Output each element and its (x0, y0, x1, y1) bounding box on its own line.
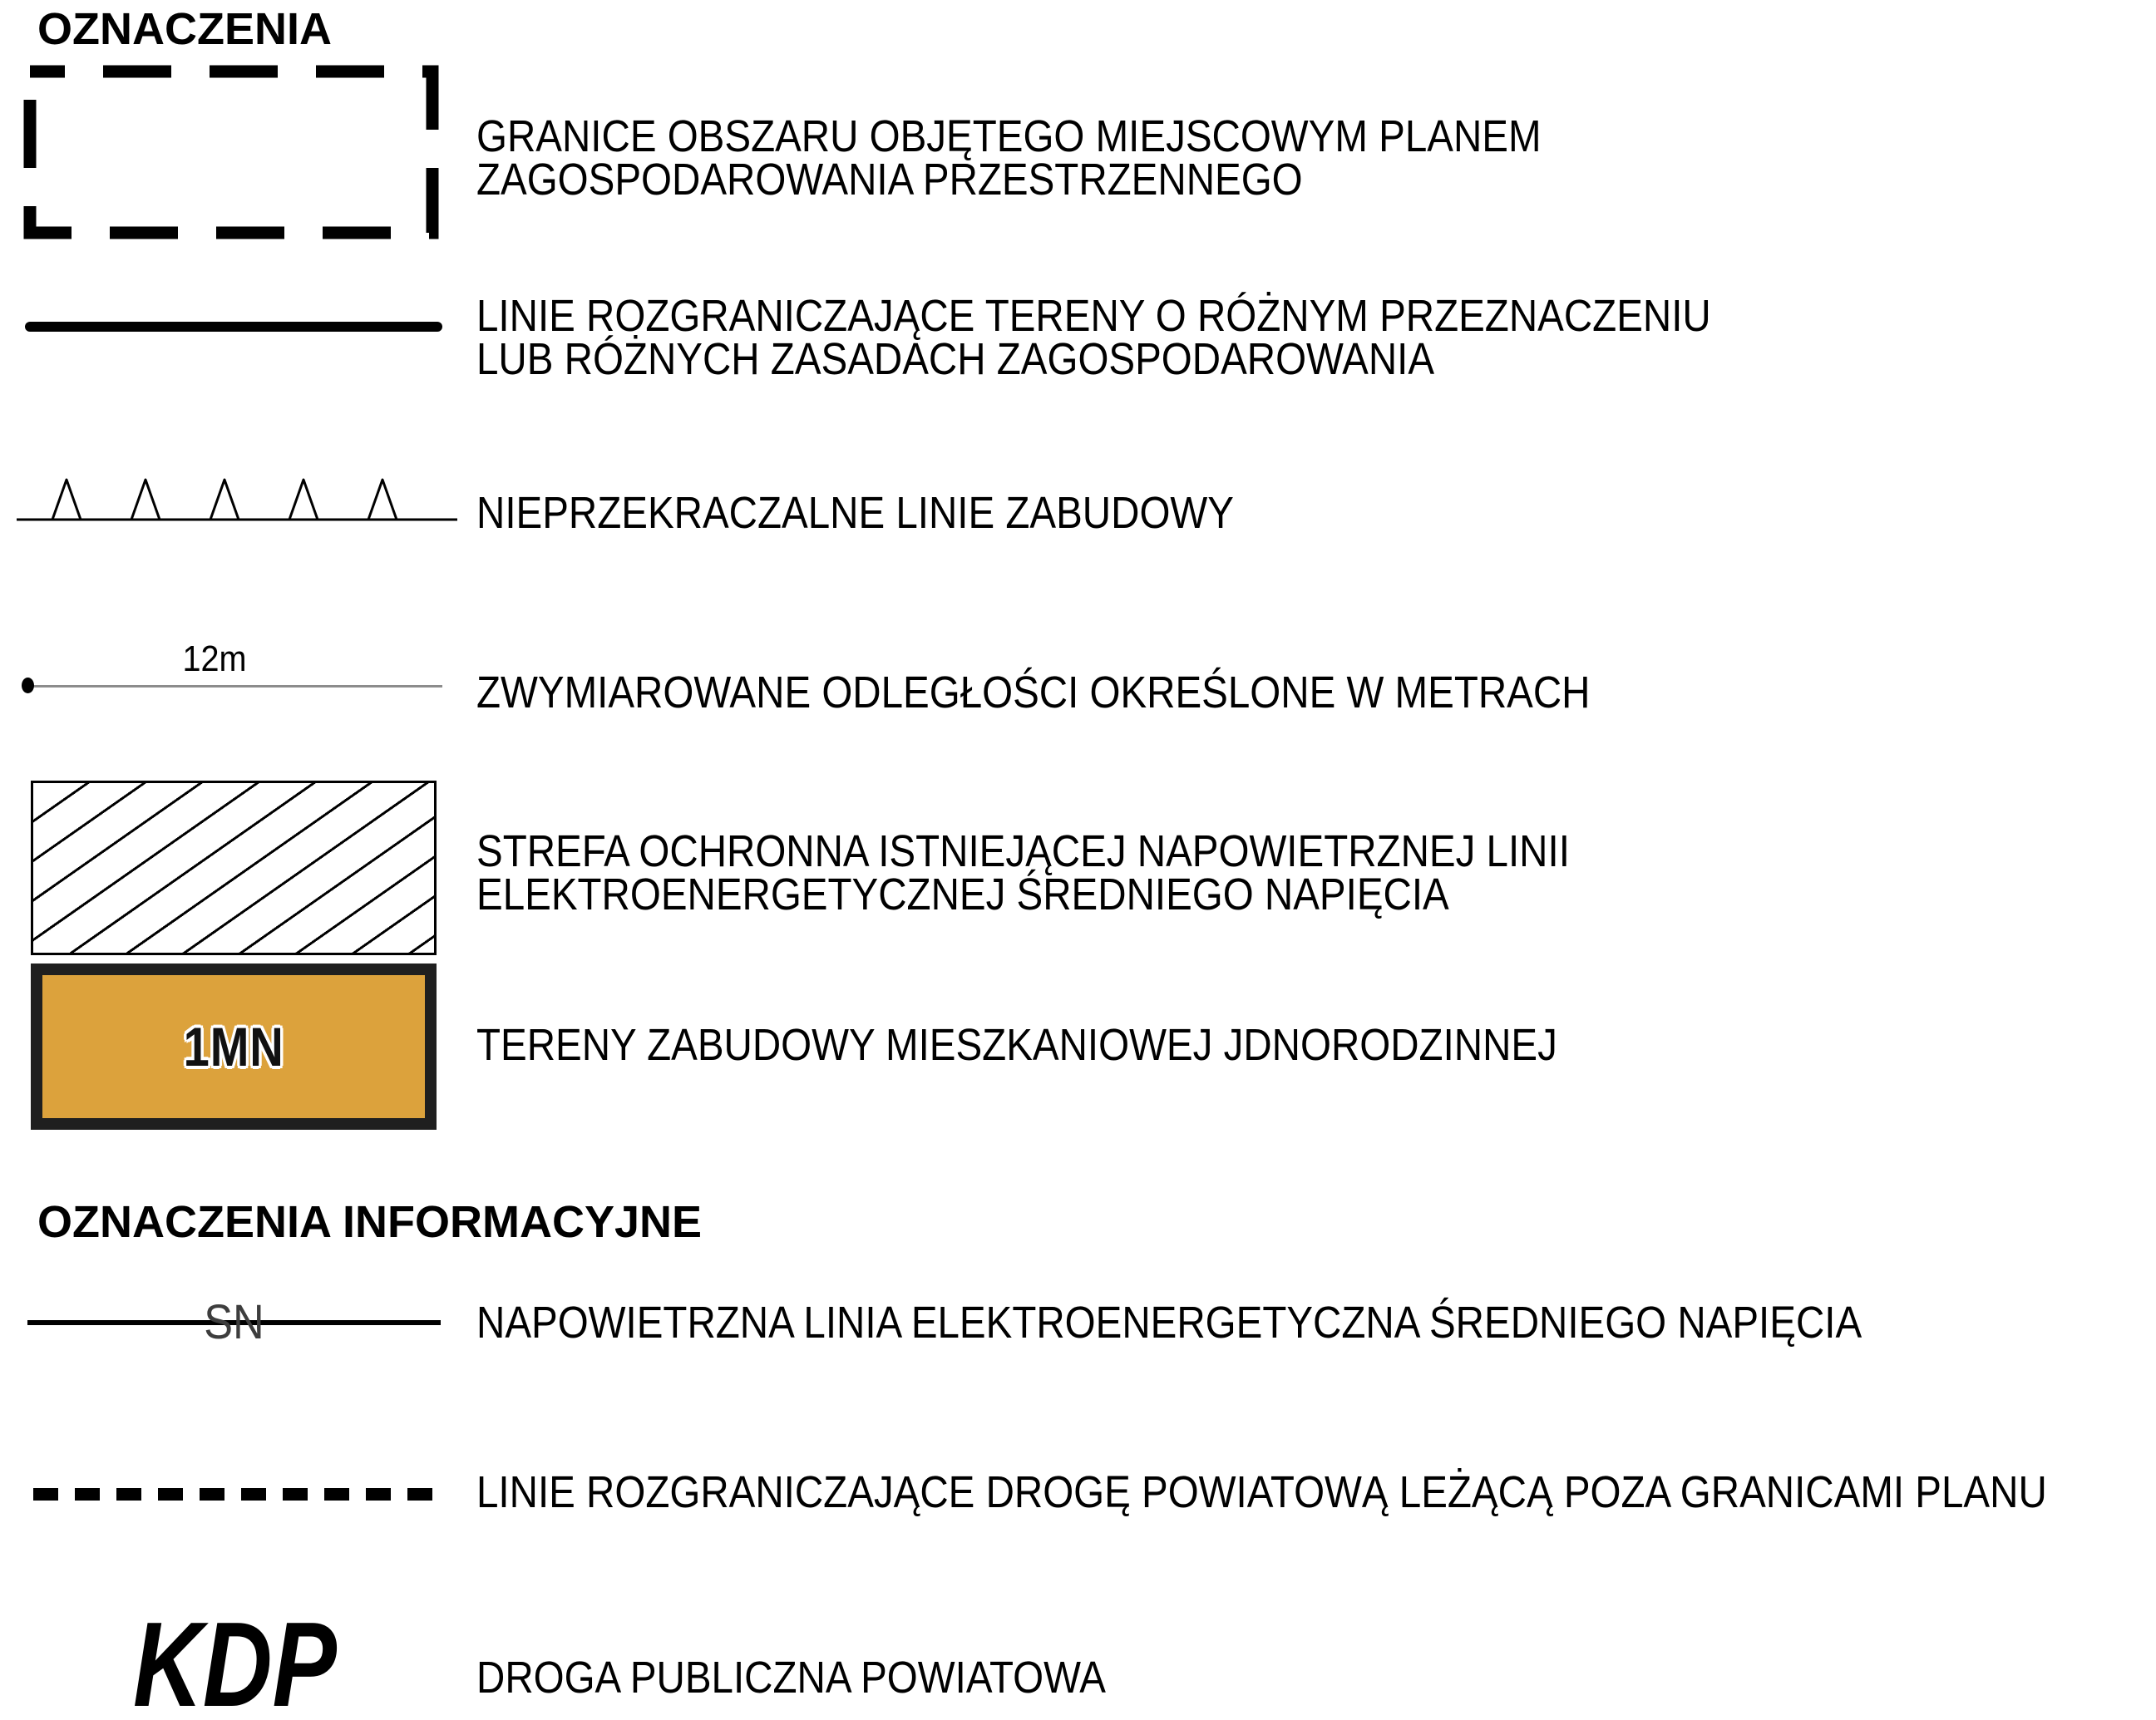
legend-item-label (476, 291, 1711, 384)
label-line: LINIE ROZGRANICZAJĄCE DROGĘ POWIATOWĄ LEŻĄCĄ POZA GRANICAMI PLANU (476, 1467, 2047, 1517)
boundary-solid-line-icon (25, 322, 442, 332)
label-line: ZAGOSPODAROWANIA PRZESTRZENNEGO (476, 155, 1303, 205)
legend-item-label (476, 1653, 1106, 1703)
setback-triangle-line-icon (17, 470, 457, 523)
road-boundary-dashed-line-icon (33, 1488, 442, 1501)
label-line: ELEKTROENERGETYCZNEJ ŚREDNIEGO NAPIĘCIA (476, 870, 1449, 919)
legend-info-section-title: OZNACZENIA INFORMACYJNE (37, 1197, 703, 1247)
label-line: LUB RÓŻNYCH ZASADACH ZAGOSPODAROWANIA (476, 334, 1435, 384)
legend-item-label (476, 111, 1542, 205)
label-line: LINIE ROZGRANICZAJĄCE TERENY O RÓŻNYM PRZEZNACZENIU (476, 291, 1711, 341)
label-line: NAPOWIETRZNA LINIA ELEKTROENERGETYCZNA ŚREDNIEGO NAPIĘCIA (476, 1298, 1862, 1348)
legend-item-label (476, 1467, 2047, 1517)
label-line: TERENY ZABUDOWY MIESZKANIOWEJ JDNORODZINNEJ (476, 1020, 1557, 1070)
road-code-kdp-label: KDP (133, 1597, 337, 1720)
label-line: DROGA PUBLICZNA POWIATOWA (476, 1653, 1106, 1703)
zone-code-label: 1MN (183, 1016, 284, 1077)
label-line: NIEPRZEKRACZALNE LINIE ZABUDOWY (476, 488, 1234, 538)
legend-item-label (476, 488, 1234, 538)
plan-boundary-dashed-rect-icon (23, 65, 439, 239)
legend-item-label (476, 668, 1591, 717)
dimension-dot-icon (22, 678, 34, 693)
label-line: STREFA OCHRONNA ISTNIEJĄCEJ NAPOWIETRZNEJ LINII (476, 826, 1570, 876)
legend-section-title: OZNACZENIA (37, 4, 332, 54)
dimension-line-icon (27, 685, 442, 688)
power-line-code-label: SN (204, 1295, 264, 1349)
legend-item-label (476, 1298, 1862, 1348)
label-line: GRANICE OBSZARU OBJĘTEGO MIEJSCOWYM PLANEM (476, 111, 1542, 161)
legend-item-label (476, 1020, 1557, 1070)
label-line: ZWYMIAROWANE ODLEGŁOŚCI OKREŚLONE W METRACH (476, 668, 1591, 717)
zone-swatch-1mn (31, 963, 437, 1130)
hatched-area-icon (31, 781, 437, 955)
legend-item-label (476, 826, 1570, 919)
dimension-value-label: 12m (182, 638, 247, 679)
